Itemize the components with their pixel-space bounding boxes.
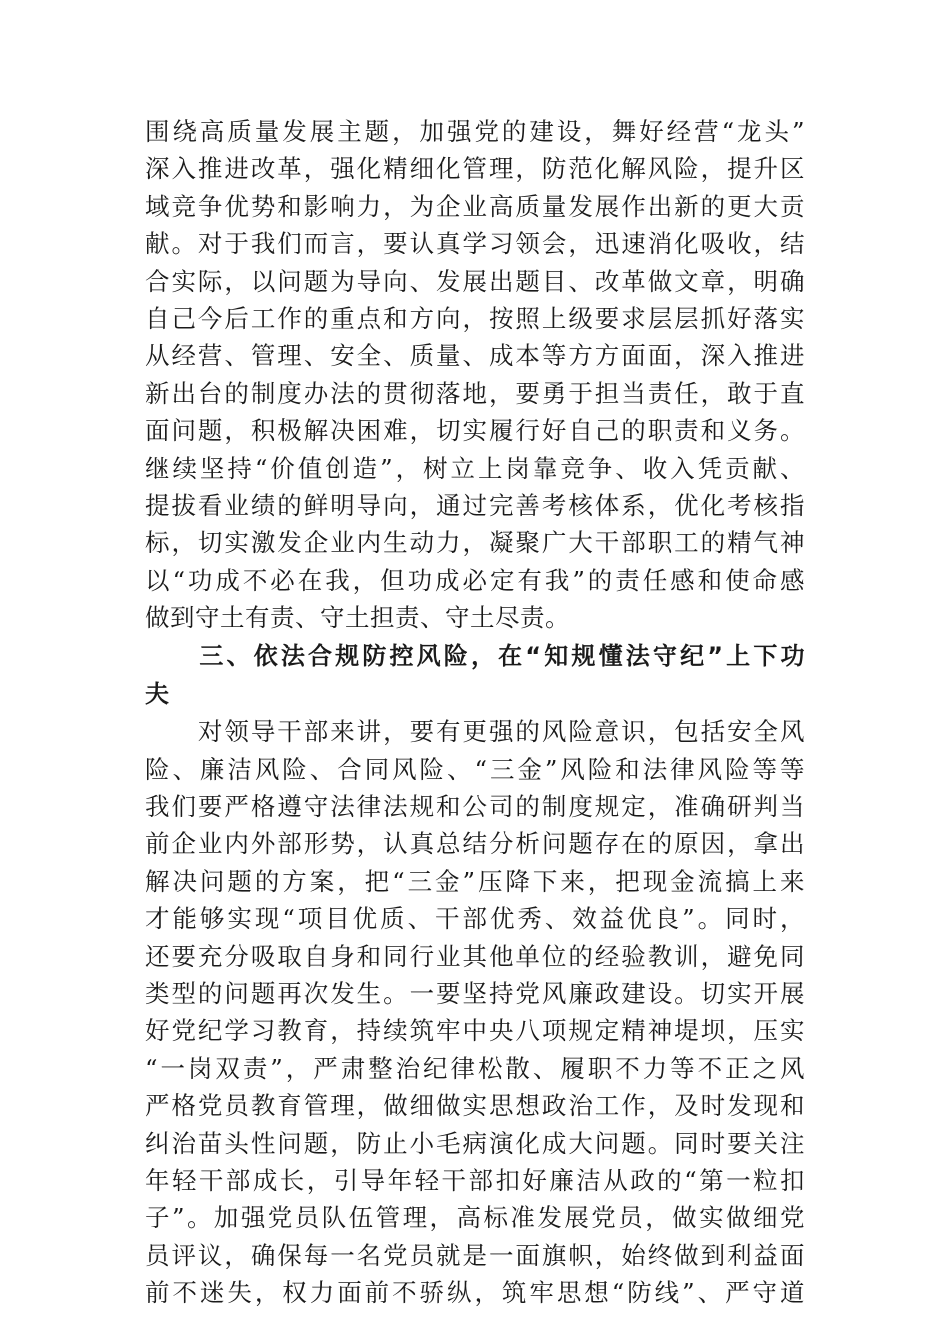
text-line: 继续坚持“价值创造”，树立上岗靠竞争、收入凭贡献、 — [145, 453, 805, 483]
text-line: 围绕高质量发展主题，加强党的建设，舞好经营“龙头” — [145, 117, 805, 146]
text-line: 标，切实激发企业内生动力，凝聚广大干部职工的精气神 — [145, 528, 805, 558]
text-line: 年轻干部成长，引导年轻干部扣好廉洁从政的“第一粒扣 — [145, 1165, 805, 1195]
text-line: 提拔看业绩的鲜明导向，通过完善考核体系，优化考核指 — [145, 490, 805, 520]
section-heading — [145, 638, 805, 713]
heading-line: 夫 — [145, 679, 170, 708]
text-line: 域竞争优势和影响力，为企业高质量发展作出新的更大贡 — [145, 191, 805, 221]
body-paragraph — [145, 713, 805, 1311]
text-line: 深入推进改革，强化精细化管理，防范化解风险，提升区 — [145, 154, 805, 184]
text-line: 合实际，以问题为导向、发展出题目、改革做文章，明确 — [145, 266, 805, 296]
text-line: 做到守土有责、守土担责、守土尽责。 — [145, 603, 570, 633]
text-line: 新出台的制度办法的贯彻落地，要勇于担当责任，敢于直 — [145, 378, 805, 408]
text-line: “一岗双责”，严肃整治纪律松散、履职不力等不正之风 — [145, 1053, 805, 1083]
text-line: 前企业内外部形势，认真总结分析问题存在的原因，拿出 — [145, 829, 805, 859]
text-line: 好党纪学习教育，持续筑牢中央八项规定精神堤坝，压实 — [145, 1016, 805, 1046]
text-line: 还要充分吸取自身和同行业其他单位的经验教训，避免同 — [145, 941, 805, 971]
text-line: 面问题，积极解决困难，切实履行好自己的职责和义务。 — [145, 416, 805, 446]
text-line: 献。对于我们而言，要认真学习领会，迅速消化吸收，结 — [145, 229, 805, 259]
text-line: 以“功成不必在我，但功成必定有我”的责任感和使命感 — [145, 565, 805, 595]
text-line: 子”。加强党员队伍管理，高标准发展党员，做实做细党 — [145, 1203, 805, 1233]
text-line: 类型的问题再次发生。一要坚持党风廉政建设。切实开展 — [145, 978, 805, 1008]
heading-line: 三、依法合规防控风险，在“知规懂法守纪”上下功 — [145, 642, 805, 671]
text-line: 解决问题的方案，把“三金”压降下来，把现金流搞上来 — [145, 866, 805, 896]
text-line: 纠治苗头性问题，防止小毛病演化成大问题。同时要关注 — [145, 1128, 805, 1158]
text-line: 前不迷失，权力面前不骄纵，筑牢思想“防线”、严守道 — [145, 1278, 805, 1308]
text-line: 自己今后工作的重点和方向，按照上级要求层层抓好落实 — [145, 303, 805, 333]
text-line: 严格党员教育管理，做细做实思想政治工作，及时发现和 — [145, 1091, 805, 1121]
text-line: 才能够实现“项目优质、干部优秀、效益优良”。同时， — [145, 904, 805, 934]
text-line: 险、廉洁风险、合同风险、“三金”风险和法律风险等等 — [145, 754, 805, 784]
text-line: 从经营、管理、安全、质量、成本等方方面面，深入推进 — [145, 341, 805, 371]
body-paragraph — [145, 113, 805, 636]
text-line: 员评议，确保每一名党员就是一面旗帜，始终做到利益面 — [145, 1240, 805, 1270]
document-page — [145, 113, 805, 1312]
text-line: 我们要严格遵守法律法规和公司的制度规定，准确研判当 — [145, 792, 805, 822]
text-line: 对领导干部来讲，要有更强的风险意识，包括安全风 — [145, 717, 805, 747]
